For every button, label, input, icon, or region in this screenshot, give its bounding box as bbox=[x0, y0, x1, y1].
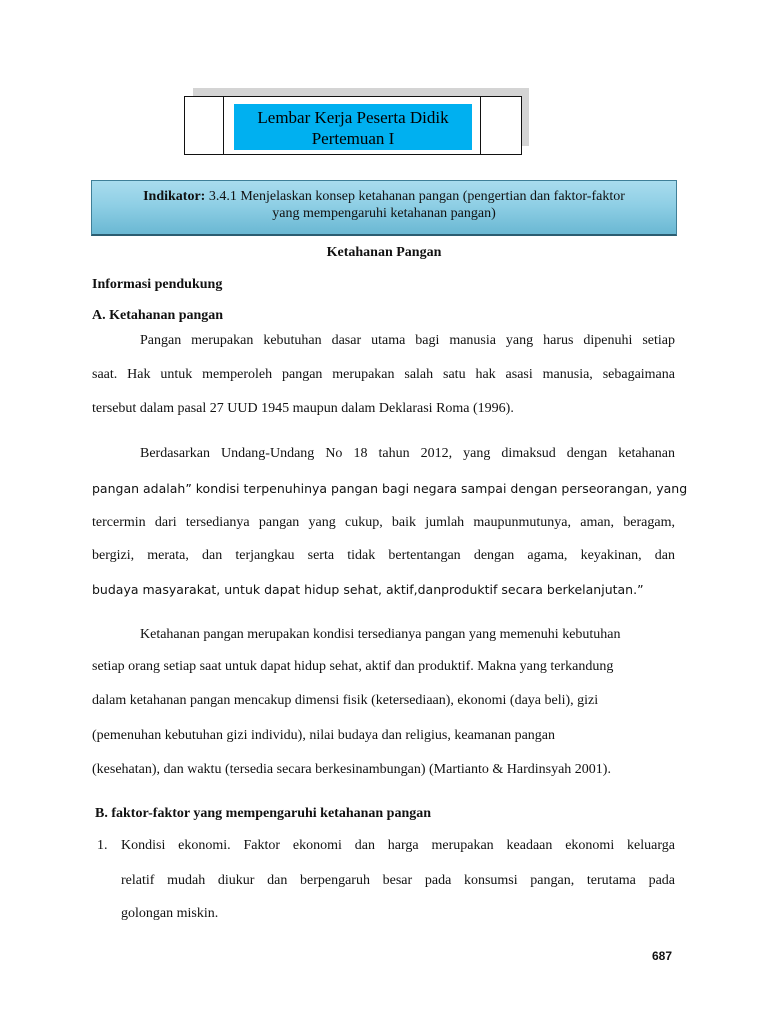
indicator-label: Indikator: bbox=[143, 189, 206, 204]
para2-line: bergizi, merata, dan terjangkau serta tidak bertentangan dengan agama, keyakinan, dan bbox=[92, 548, 675, 563]
para1-line: tersebut dalam pasal 27 UUD 1945 maupun dalam Deklarasi Roma (1996). bbox=[92, 401, 514, 416]
worksheet-title-line2: Pertemuan I bbox=[311, 129, 395, 148]
para2-line: tercermin dari tersedianya pangan yang cukup, baik jumlah maupunmutunya, aman, beragam, bbox=[92, 515, 675, 530]
para2-line: pangan adalah” kondisi terpenuhinya pangan bagi negara sampai dengan perseorangan, yang bbox=[92, 481, 688, 496]
section-a-heading: A. Ketahanan pangan bbox=[92, 308, 224, 323]
para3-line: Ketahanan pangan merupakan kondisi tersedianya pangan yang memenuhi kebutuhan bbox=[140, 627, 621, 642]
indicator-text-line2: yang mempengaruhi ketahanan pangan) bbox=[272, 206, 496, 221]
worksheet-title-line1: Lembar Kerja Peserta Didik bbox=[257, 108, 449, 127]
title-box-divider-left bbox=[223, 97, 224, 154]
para1-line: saat. Hak untuk memperoleh pangan merupakan salah satu hak asasi manusia, sebagaimana bbox=[92, 367, 675, 382]
indicator-line1 bbox=[92, 188, 676, 205]
page-number: 687 bbox=[652, 949, 673, 963]
document-title: Ketahanan Pangan bbox=[326, 245, 442, 260]
para1-line: Pangan merupakan kebutuhan dasar utama bagi manusia yang harus dipenuhi setiap bbox=[140, 333, 675, 348]
para2-line: Berdasarkan Undang-Undang No 18 tahun 2012, yang dimaksud dengan ketahanan bbox=[140, 446, 675, 461]
info-heading: Informasi pendukung bbox=[92, 277, 223, 292]
list-item-line: Kondisi ekonomi. Faktor ekonomi dan harga merupakan keadaan ekonomi keluarga bbox=[121, 838, 675, 853]
para2-line: budaya masyarakat, untuk dapat hidup sehat, aktif,danproduktif secara berkelanjutan.” bbox=[92, 582, 644, 597]
indicator-text-line1: 3.4.1 Menjelaskan konsep ketahanan pangan (pengertian dan faktor-faktor bbox=[208, 189, 625, 204]
para3-line: dalam ketahanan pangan mencakup dimensi fisik (ketersediaan), ekonomi (daya beli), gizi bbox=[92, 693, 599, 708]
indicator-box bbox=[91, 180, 677, 236]
section-b-heading: B. faktor-faktor yang mempengaruhi ketahanan pangan bbox=[95, 806, 432, 821]
list-item-line: relatif mudah diukur dan berpengaruh besar pada konsumsi pangan, terutama pada bbox=[121, 873, 675, 888]
para3-line: (kesehatan), dan waktu (tersedia secara berkesinambungan) (Martianto & Hardinsyah 2001). bbox=[92, 762, 611, 777]
title-box-divider-right bbox=[480, 97, 481, 154]
worksheet-title bbox=[234, 104, 472, 150]
list-item-line: golongan miskin. bbox=[121, 906, 219, 921]
para3-line: (pemenuhan kebutuhan gizi individu), nilai budaya dan religius, keamanan pangan bbox=[92, 728, 556, 743]
para3-line: setiap orang setiap saat untuk dapat hidup sehat, aktif dan produktif. Makna yang terkandung bbox=[92, 659, 614, 674]
list-item-number: 1. bbox=[97, 838, 108, 853]
